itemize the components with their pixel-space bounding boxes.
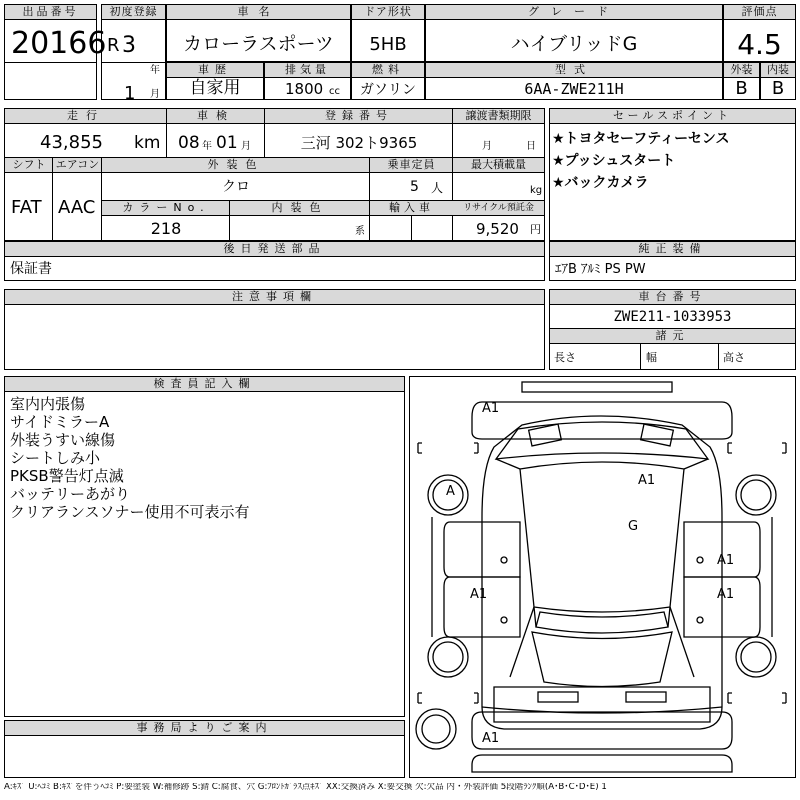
equipment-value: ｴｱB ｱﾙﾐ PS PW	[555, 262, 646, 277]
plate: 三河 302ト9365	[300, 134, 418, 152]
inspector-line-3: 外装うすい線傷	[10, 431, 116, 449]
transfer-month-unit: 月	[482, 141, 492, 152]
lot-no: 20166	[11, 26, 107, 61]
car-diagram	[409, 376, 796, 778]
door-label: ドア形状	[352, 5, 424, 20]
model-label: 型式	[426, 63, 722, 78]
history-box	[166, 62, 264, 100]
model-box	[425, 62, 723, 100]
fuel: ガソリン	[360, 82, 416, 98]
door-type: 5HB	[369, 34, 407, 55]
recycle-unit: 円	[530, 223, 541, 236]
recycle-fee: 9,520	[476, 220, 519, 238]
shift: FAT	[11, 197, 42, 218]
car-name: カローラスポーツ	[183, 33, 334, 55]
import-label: 輸入車	[370, 201, 453, 216]
mark-right-front-door: A1	[717, 553, 735, 568]
int-color-label: 内装色	[230, 201, 370, 216]
sales-points-label: セールスポイント	[550, 109, 795, 124]
ext-label: 外装	[724, 63, 759, 78]
inspector-line-2: サイドミラーA	[10, 413, 110, 431]
displacement-unit: cc	[329, 86, 340, 97]
inspector-line-4: シートしみ小	[10, 449, 101, 467]
notes-box	[4, 289, 545, 370]
year-unit: 年	[150, 65, 160, 76]
equipment-label: 純正装備	[550, 242, 795, 257]
recycle-label: リサイクル預託金	[453, 201, 544, 216]
sales-points-box	[549, 108, 796, 241]
inspection-label: 車検	[167, 109, 265, 124]
first-reg-label: 初度登録	[102, 5, 165, 20]
sales-point-2: ★プッシュスタート	[552, 153, 676, 169]
capacity-unit: 人	[431, 181, 444, 195]
grade: ハイブリッドG	[510, 33, 638, 55]
int-grade-box	[760, 62, 796, 100]
mark-hood: A1	[638, 473, 656, 488]
displacement: 1800	[285, 80, 324, 98]
plate-label: 登録番号	[265, 109, 453, 124]
color-no-label: カラーNo.	[102, 201, 230, 216]
ac: AAC	[58, 197, 96, 218]
sales-point-3: ★バックカメラ	[552, 175, 649, 191]
mark-right-rear-door: A1	[717, 587, 735, 602]
inspector-box	[4, 376, 405, 717]
era: R	[107, 35, 120, 56]
transfer-day-unit: 日	[526, 141, 536, 152]
car-outline-svg	[410, 377, 795, 777]
mark-rear-bumper: A1	[482, 731, 500, 746]
ext-grade-box	[723, 62, 760, 100]
fuel-box	[351, 62, 425, 100]
inspection-month: 01	[216, 133, 238, 153]
length-label: 長さ	[554, 351, 576, 364]
first-reg-month: 1	[124, 83, 136, 104]
office-box	[4, 720, 405, 778]
mark-front-bumper: A1	[482, 401, 500, 416]
height-label: 高さ	[723, 351, 745, 364]
lot-box	[4, 4, 107, 100]
max-load-label: 最大積載量	[453, 158, 544, 173]
chassis-number: ZWE211-1033953	[613, 309, 732, 325]
chassis-box	[549, 289, 796, 370]
office-label: 事務局よりご案内	[5, 721, 404, 736]
inspector-label: 検査員記入欄	[5, 377, 404, 392]
month-unit: 月	[150, 89, 160, 100]
capacity-label: 乗車定員	[370, 158, 453, 173]
inspection-year-unit: 年	[202, 141, 212, 152]
chassis-label: 車台番号	[550, 290, 795, 305]
int-color-unit: 系	[355, 226, 365, 237]
later-parts-value: 保証書	[10, 261, 52, 277]
history: 自家用	[189, 78, 241, 98]
inspection-month-unit: 月	[241, 141, 251, 152]
score-box	[723, 4, 796, 62]
mark-left-rear-door: A1	[470, 587, 488, 602]
ext-color: クロ	[222, 179, 250, 195]
history-label: 車歴	[167, 63, 263, 78]
displacement-label: 排気量	[265, 63, 350, 78]
equipment-box	[549, 241, 796, 281]
ext-color-label: 外装色	[102, 158, 370, 173]
mileage-label: 走行	[5, 109, 167, 124]
int-grade: B	[771, 78, 785, 99]
fuel-label: 燃料	[352, 63, 424, 78]
grade-label: グレード	[426, 5, 722, 20]
inspector-line-6: バッテリーあがり	[10, 485, 131, 503]
shift-label: シフト	[5, 158, 53, 173]
first-reg-year: 3	[122, 33, 136, 58]
mark-windshield: G	[628, 519, 639, 534]
car-name-label: 車名	[167, 5, 350, 20]
inspector-line-5: PKSB警告灯点滅	[10, 467, 124, 485]
notes-label: 注意事項欄	[5, 290, 544, 305]
ext-grade: B	[735, 78, 748, 99]
int-label: 内装	[761, 63, 795, 78]
width-label: 幅	[646, 351, 657, 364]
ac-label: エアコン	[53, 158, 102, 173]
mileage: 43,855	[40, 132, 103, 153]
details-block	[4, 108, 545, 241]
specs-label: 諸元	[550, 329, 795, 344]
transfer-label: 譲渡書類期限	[453, 109, 544, 124]
lot-no-label: 出品番号	[5, 5, 96, 20]
sales-point-1: ★トヨタセーフティーセンス	[552, 131, 730, 147]
max-load-unit: kg	[530, 185, 543, 196]
capacity: 5	[410, 179, 419, 195]
inspector-line-7: クリアランスソナー使用不可表示有	[10, 503, 250, 521]
inspector-line-1: 室内内張傷	[10, 395, 86, 413]
color-no: 218	[150, 219, 182, 238]
model: 6AA-ZWE211H	[524, 80, 624, 98]
score-label: 評価点	[724, 5, 795, 20]
displacement-box	[264, 62, 351, 100]
car-name-box	[166, 4, 351, 62]
first-reg-box	[101, 4, 166, 104]
later-parts-label: 後日発送部品	[5, 242, 544, 257]
mark-front-tire-left: A	[446, 484, 455, 499]
inspection-year: 08	[178, 133, 200, 153]
mileage-unit: km	[134, 133, 161, 153]
later-parts-box	[4, 241, 545, 281]
grade-box	[425, 4, 723, 62]
score: 4.5	[737, 28, 782, 61]
door-box	[351, 4, 425, 62]
legend: A:ｷｽﾞ U:ﾍｺﾐ B:ｷｽﾞを伴うﾍｺﾐ P:要塗装 W:補修跡 S:錆 C:腐食、穴 G:ﾌﾛﾝﾄｶﾞﾗｽ点ｷｽﾞ XX:交換済み X:要交換 欠:欠品 内・外装評価 5段階ﾗﾝｸ順(A･B･C･D･E) 1	[4, 783, 607, 792]
